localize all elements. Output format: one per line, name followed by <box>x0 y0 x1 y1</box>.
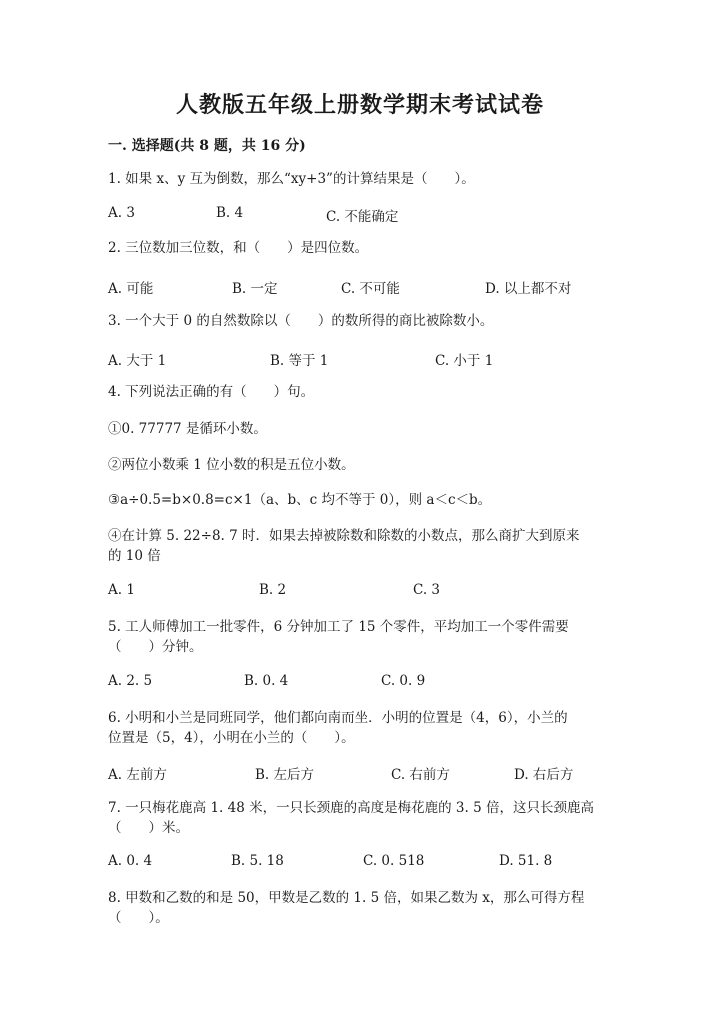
q2-option-a[interactable]: A. 可能 <box>108 281 154 297</box>
q3-option-a[interactable]: A. 大于 1 <box>108 353 167 369</box>
q5-option-c[interactable]: C. 0. 9 <box>381 673 426 689</box>
question-5: 5. 工人师傅加工一批零件，6 分钟加工了 15 个零件，平均加工一个零件需要 <box>108 619 569 635</box>
q6-option-b[interactable]: B. 左后方 <box>255 767 315 783</box>
section-heading: 一. 选择题(共 8 题，共 16 分) <box>108 138 306 154</box>
q4-statement-4: ④在计算 5. 22÷8. 7 时．如果去掉被除数和除数的小数点，那么商扩大到原来 <box>108 528 580 544</box>
question-2: 2. 三位数加三位数，和（ ）是四位数。 <box>108 240 369 256</box>
q2-option-d[interactable]: D. 以上都不对 <box>485 281 572 297</box>
q4-statement-2: ②两位小数乘 1 位小数的积是五位小数。 <box>108 457 355 473</box>
q7-option-d[interactable]: D. 51. 8 <box>499 853 553 869</box>
question-4: 4. 下列说法正确的有（ ）句。 <box>108 384 315 400</box>
q1-option-a[interactable]: A. 3 <box>108 205 135 221</box>
question-1: 1. 如果 x、y 互为倒数，那么“xy+3”的计算结果是（ ）。 <box>108 171 475 187</box>
q7-option-a[interactable]: A. 0. 4 <box>108 853 153 869</box>
q4-statement-3: ③a÷0.5=b×0.8=c×1（a、b、c 均不等于 0），则 a＜c＜b。 <box>108 492 492 508</box>
q4-statement-4-cont: 的 10 倍 <box>108 548 161 564</box>
question-8: 8. 甲数和乙数的和是 50，甲数是乙数的 1. 5 倍，如果乙数为 x，那么可得方程 <box>108 890 585 906</box>
q4-option-c[interactable]: C. 3 <box>413 582 441 598</box>
page-title: 人教版五年级上册数学期末考试试卷 <box>175 92 544 118</box>
q5-option-a[interactable]: A. 2. 5 <box>108 673 153 689</box>
q6-option-a[interactable]: A. 左前方 <box>108 767 167 783</box>
q3-option-b[interactable]: B. 等于 1 <box>270 353 329 369</box>
question-7-cont: （ ）米。 <box>108 820 189 836</box>
q2-option-b[interactable]: B. 一定 <box>232 281 278 297</box>
q2-option-c[interactable]: C. 不可能 <box>341 281 400 297</box>
q6-option-d[interactable]: D. 右后方 <box>514 767 574 783</box>
q7-option-b[interactable]: B. 5. 18 <box>231 853 284 869</box>
q4-statement-1: ①0. 77777 是循环小数。 <box>108 421 267 437</box>
question-6-cont: 位置是（5，4），小明在小兰的（ ）。 <box>108 730 355 746</box>
question-6: 6. 小明和小兰是同班同学，他们都向南而坐．小明的位置是（4，6），小兰的 <box>108 710 568 726</box>
question-8-cont: （ ）。 <box>108 910 169 926</box>
q1-option-c[interactable]: C. 不能确定 <box>326 209 399 225</box>
q7-option-c[interactable]: C. 0. 518 <box>363 853 425 869</box>
q3-option-c[interactable]: C. 小于 1 <box>435 353 494 369</box>
question-3: 3. 一个大于 0 的自然数除以（ ）的数所得的商比被除数小。 <box>108 313 494 329</box>
q6-option-c[interactable]: C. 右前方 <box>391 767 450 783</box>
q1-option-b[interactable]: B. 4 <box>216 205 244 221</box>
q4-option-b[interactable]: B. 2 <box>259 582 287 598</box>
question-7: 7. 一只梅花鹿高 1. 48 米，一只长颈鹿的高度是梅花鹿的 3. 5 倍，这只长颈鹿高 <box>108 800 594 816</box>
q4-option-a[interactable]: A. 1 <box>108 582 135 598</box>
question-5-cont: （ ）分钟。 <box>108 639 203 655</box>
q5-option-b[interactable]: B. 0. 4 <box>244 673 289 689</box>
